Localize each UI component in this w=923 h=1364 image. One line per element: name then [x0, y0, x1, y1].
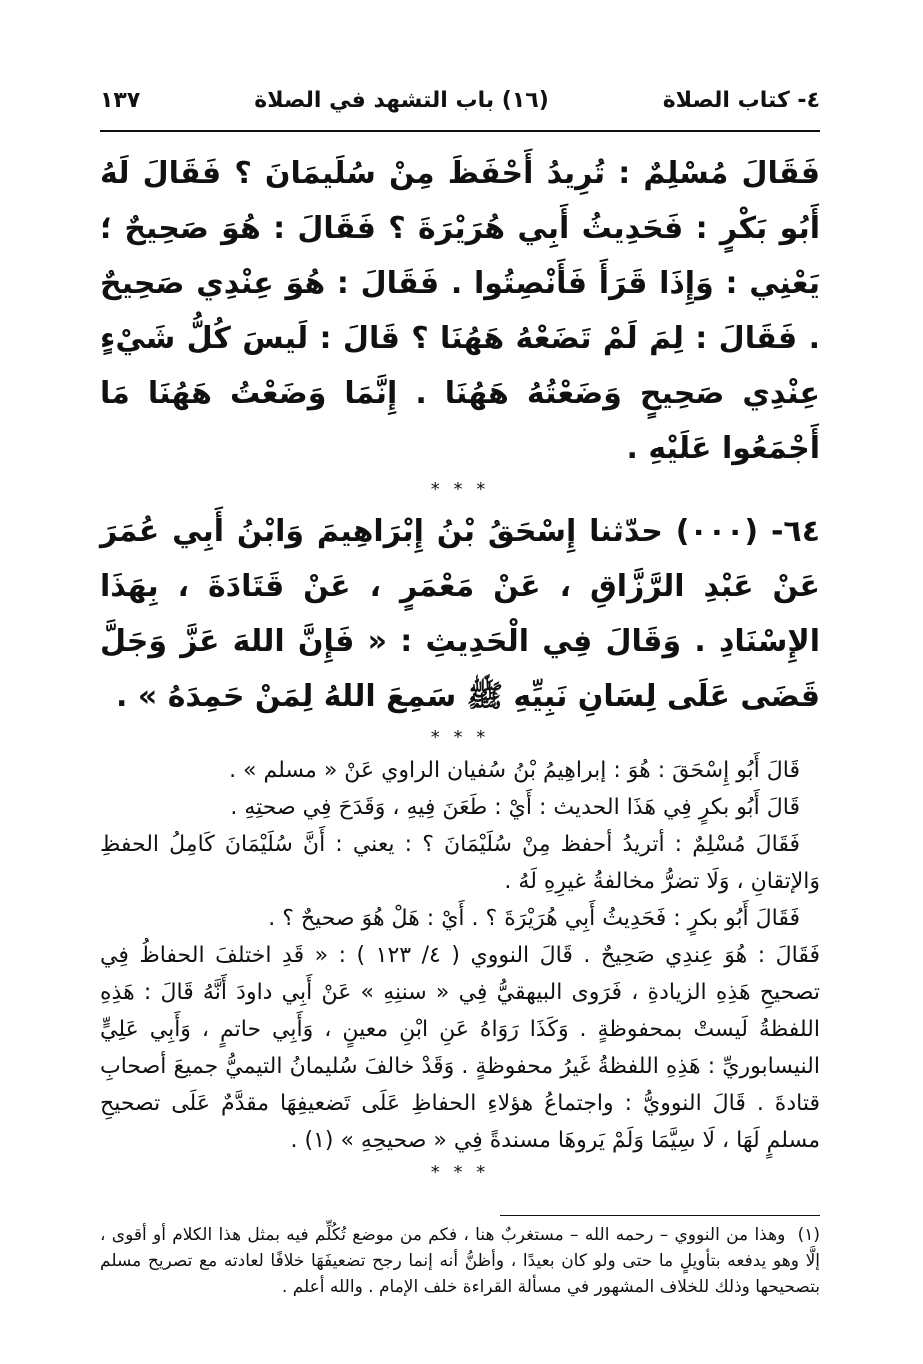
commentary-paragraph: فَقَالَ : هُوَ عِندِي صَحِيحٌ . قَالَ النووي ( ٤/ ١٢٣ ) : « قَدِ اختلفَ الحفاظُ فِي تصحيحِ هَذِهِ الزيادةِ ، فَرَوى البيهقيُّ فِي « سننِهِ » عَنْ أَبِي داودَ أَنَّهُ قَالَ : هَذِهِ اللفظةُ لَيستْ بمحفوظةٍ . وَكَذَا رَوَاهُ عَنِ ابْنِ معينٍ ، وَأَبِي حاتمٍ ، وَأَبِي عَلِيٍّ النيسابوريِّ : هَذِهِ اللفظةُ غَيرُ محفوظةٍ . وَقَدْ خالفَ سُليمانُ التيميُّ جميعَ أصحابِ قتادةَ . قَالَ النوويُّ : واجتماعُ هؤلاءِ الحفاظِ عَلَى تَضعيفِهَا مقدَّمٌ عَلَى تصحيحِ مسلمٍ لَهَا ، لَا سِيَّمَا وَلَمْ يَروهَا مسندةً فِي « صحيحِهِ » (١) .: [100, 943, 820, 1153]
hadith-text: إِسْحَقُ بْنُ إِبْرَاهِيمَ وَابْنُ أَبِي عُمَرَ عَنْ عَبْدِ الرَّزَّاقِ ، عَنْ مَعْمَرٍ ، عَنْ قَتَادَةَ ، بِهَذَا الإِسْنَادِ . وَقَالَ فِي الْحَدِيثِ : « فَإِنَّ اللهَ عَزَّ وَجَلَّ قَضَى عَلَى لِسَانِ نَبِيِّهِ ﷺ سَمِعَ اللهُ لِمَنْ حَمِدَهُ » .: [100, 514, 820, 714]
chapter-title: ٤- كتاب الصلاة: [662, 88, 820, 113]
hadith-number: ٦٤-: [770, 514, 821, 549]
footnote: [100, 1222, 820, 1300]
section-title: (١٦) باب التشهد في الصلاة: [254, 88, 549, 113]
header-rule: [100, 130, 820, 132]
commentary-paragraph: فَقَالَ مُسْلِمٌ : أتريدُ أحفظ مِنْ سُلَيْمَانَ ؟ : يعني : أَنَّ سُلَيْمَانَ كَامِلُ الحفظِ وَالإتقانِ ، وَلَا تضرُّ مخالفةُ غيرِهِ لَهُ .: [100, 832, 820, 894]
footnote-text: وهذا من النووي – رحمه الله – مستغربٌ هنا ، فكم من موضع تُكُلِّم فيه بمثل هذا الكلام أو أقوى ، إلَّا وهو يدفعه بتأويلٍ ما حتى ولو كان بعيدًا ، وأظنُّ أنه إنما رجح تضعيفَهَا خلافًا لعادته مع تصريح مسلم بتصحيحها وذلك للخلاف المشهور في مسألة القراءة خلف الإمام . والله أعلم .: [100, 1225, 820, 1297]
separator-stars: * * *: [430, 727, 490, 748]
commentary-paragraph: فَقَالَ أَبُو بكرٍ : فَحَدِيثُ أَبِي هُرَيْرَةَ ؟ . أَيْ : هَلْ هُوَ صحيحٌ ؟ .: [268, 906, 800, 931]
hadith-continuation: فَقَالَ مُسْلِمٌ : تُرِيدُ أَحْفَظَ مِنْ سُلَيمَانَ ؟ فَقَالَ لَهُ أَبُو بَكْرٍ : فَحَدِيثُ أَبِي هُرَيْرَةَ ؟ فَقَالَ : هُوَ صَحِيحٌ ؛ يَعْنِي : وَإِذَا قَرَأَ فَأَنْصِتُوا . فَقَالَ : هُوَ عِنْدِي صَحِيحٌ . فَقَالَ : لِمَ لَمْ تَضَعْهُ هَهُنَا ؟ قَالَ : لَيسَ كُلُّ شَيْءٍ عِنْدِي صَحِيحٍ وَضَعْتُهُ هَهُنَا . إِنَّمَا وَضَعْتُ هَهُنَا مَا أَجْمَعُوا عَلَيْهِ .: [100, 156, 820, 466]
book-page: [100, 88, 820, 1300]
separator-stars: * * *: [430, 1162, 490, 1183]
hadith-lead: حدّثنا: [589, 514, 663, 549]
page-number: ١٣٧: [100, 88, 141, 113]
commentary-paragraph: قَالَ أَبُو بكرٍ فِي هَذَا الحديث : أَيْ : طَعَنَ فِيهِ ، وَقَدَحَ فِي صحتِهِ .: [230, 795, 800, 820]
commentary: [100, 752, 820, 1159]
hadith-64: [100, 504, 820, 724]
footnote-rule: [500, 1215, 820, 1216]
commentary-paragraph: قَالَ أَبُو إِسْحَقَ : هُوَ : إبراهِيمُ بْنُ سُفيان الراوي عَنْ « مسلم » .: [229, 758, 800, 783]
running-header: [100, 88, 820, 130]
footnote-number: (١): [797, 1225, 821, 1245]
separator-stars: * * *: [430, 479, 490, 500]
hadith-ref: (٠٠٠): [675, 514, 759, 549]
